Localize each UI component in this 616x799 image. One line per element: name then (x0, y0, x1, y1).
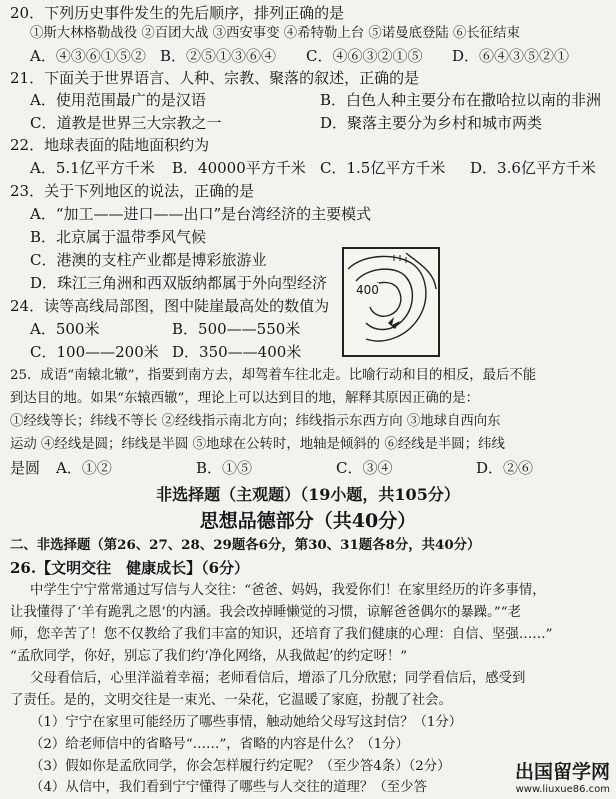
q22-options (30, 157, 616, 179)
q21-option-d: D．聚落主要分为乡村和城市两类 (320, 114, 543, 132)
q24-options-row2 (30, 341, 616, 363)
q25-line-4: 运动 ④经线是圆；纬线是半圆 ⑤地球在公转时，地轴是倾斜的 ⑥经线是半圆；纬线 (10, 437, 505, 452)
q25-option-b: B．①⑤ (196, 459, 253, 477)
q25-option-a: A．①② (56, 459, 112, 477)
q22-option-d: D．3.6亿平方千米 (470, 159, 596, 177)
watermark (515, 757, 610, 795)
q22-option-c: C．1.5亿平方千米 (320, 159, 446, 177)
q20-option-c: C．④⑥③②①⑤ (306, 47, 423, 65)
q26-para-6: 了责任。是的，文明交往是一束光、一朵花，它温暖了家庭，扮靓了社会。 (10, 693, 452, 708)
q24-option-b: B．500——550米 (172, 320, 301, 338)
q21-option-c: C．道教是世界三大宗教之一 (30, 114, 222, 132)
q20-option-a: A．④③⑥①⑤② (30, 47, 146, 65)
q24-options-row1 (30, 318, 616, 340)
q24-option-d: D．350——400米 (172, 343, 302, 361)
q20-options (30, 45, 616, 67)
q23-option-a: A．“加工——进口——出口”是台湾经济的主要模式 (30, 205, 372, 223)
q20-items: ①斯大林格勒战役 ②百团大战 ③西安事变 ④希特勒上台 ⑤诺曼底登陆 ⑥长征结束 (30, 26, 520, 41)
q25-option-c: C．③④ (336, 459, 393, 477)
q20-stem: 20．下列历史事件发生的先后顺序，排列正确的是 (10, 4, 345, 22)
q26-question-3: （3）假如你是孟欣同学，你会怎样履行约定呢？（至少答4条）（2分） (30, 759, 451, 774)
q20-option-b: B．②⑤①③⑥④ (160, 47, 277, 65)
q21-option-a: A．使用范围最广的是汉语 (30, 91, 206, 109)
section-title-moral: 思想品德部分（共40分） (199, 510, 417, 532)
q25-line-2: 到达目的地。如果“东辕西辙”，理论上可以达到目的地，解释其原因正确的是： (10, 391, 479, 406)
q25-options (10, 457, 610, 479)
section-subtitle: 二、非选择题（第26、27、28、29题各6分，第30、31题各8分，共40分） (10, 537, 481, 553)
q26-para-2: 让我懂得了‘羊有跪乳之恩’的内涵。我会改掉睡懒觉的习惯，谅解爸爸偶尔的暴躁。”“老 (10, 605, 521, 620)
q20-option-d: D．⑥④③⑤②① (452, 47, 570, 65)
q21-option-b: B．白色人种主要分布在撒哈拉以南的非洲 (320, 91, 602, 109)
section-title-nonchoice: 非选择题（主观题）（19小题，共105分） (156, 485, 460, 504)
q26-heading: 26.【文明交往 健康成长】（6分） (10, 559, 250, 577)
q26-para-1: 中学生宁宁常常通过写信与人交往：“爸爸、妈妈，我爱你们！在家里经历的许多事情， (30, 583, 546, 598)
q24-option-c: C．100——200米 (30, 343, 159, 361)
q23-option-c: C．港澳的支柱产业都是博彩旅游业 (30, 251, 267, 269)
q23-stem: 23．关于下列地区的说法，正确的是 (10, 182, 255, 200)
q23-option-b: B．北京属于温带季风气候 (30, 228, 207, 246)
q22-option-b: B．40000平方千米 (172, 159, 306, 177)
contour-label: 400 (356, 283, 379, 297)
q26-para-5: 父母看信后，心里洋溢着幸福；老师看信后，增添了几分欣慰；同学看信后，感受到 (30, 671, 526, 686)
watermark-url: www.liuxue86.com (515, 784, 610, 795)
q25-last-prefix: 是圆 (10, 459, 41, 477)
q24-option-a: A．500米 (30, 320, 100, 338)
q26-question-2: （2）给老师信中的省略号“……”，省略的内容是什么？（1分） (30, 737, 409, 752)
q21-options-row2 (30, 112, 616, 134)
q24-stem: 24．读等高线局部图，图中陡崖最高处的数值为 (10, 297, 330, 315)
q21-stem: 21．下面关于世界语言、人种、宗教、聚落的叙述，正确的是 (10, 69, 420, 87)
q26-para-4: “孟欣同学，你好，别忘了我们约‘净化网络，从我做起’的约定呀！” (10, 649, 408, 664)
q22-option-a: A．5.1亿平方千米 (30, 159, 155, 177)
q23-option-d: D．珠江三角洲和西双版纳都属于外向型经济 (30, 274, 328, 292)
q25-option-d: D．②⑥ (476, 459, 534, 477)
q26-question-1: （1）宁宁在家里可能经历了哪些事情，触动她给父母写这封信？（1分） (30, 715, 463, 730)
q26-question-4: （4）从信中，我们看到宁宁懂得了哪些与人交往的道理？（至少答 (30, 780, 427, 795)
q22-stem: 22．地球表面的陆地面积约为 (10, 136, 210, 154)
q21-options-row1 (30, 89, 616, 111)
q25-line-3: ①经线等长；纬线不等长 ②经线指示南北方向；纬线指示东西方向 ③地球自西向东 (10, 414, 501, 429)
watermark-title: 出国留学网 (514, 761, 610, 783)
q26-para-3: 师，您辛苦了！您不仅教给了我们丰富的知识，还培育了我们健康的心理：自信、坚强……” (10, 627, 553, 642)
q25-line-1: 25．成语“南辕北辙”，指要到南方去，却驾着车往北走。比喻行动和目的相反，最后不能 (10, 368, 537, 383)
